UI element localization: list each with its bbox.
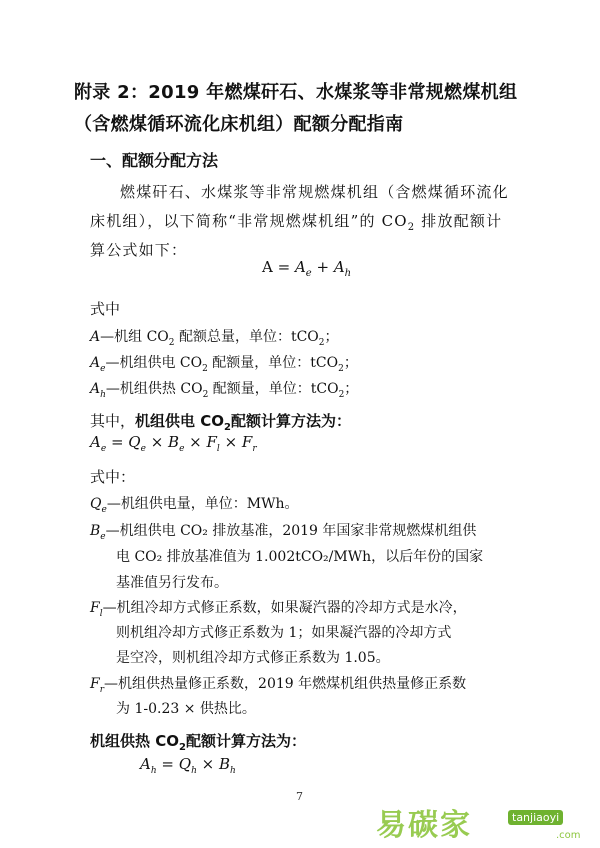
def-be-line-2: 电 CO₂ 排放基准值为 1.002tCO₂/MWh，以后年份的国家 — [116, 549, 484, 565]
def-be-line-1: $B_e—$机组供电 CO₂ 排放基准，2019 年国家非常规燃煤机组供 — [90, 523, 477, 542]
def-be-line-3: 基准值另行发布。 — [116, 575, 228, 591]
section-heading: 一、配额分配方法 — [90, 151, 219, 170]
page-number: 7 — [296, 790, 303, 803]
intro-line-1: 燃煤矸石、水煤浆等非常规燃煤机组（含燃煤循环流化 — [120, 183, 509, 201]
def-fl-line-3: 是空冷，则机组冷却方式修正系数为 1.05。 — [116, 650, 390, 666]
title-line-1: 附录 2：2019 年燃煤矸石、水煤浆等非常规燃煤机组 — [74, 82, 518, 103]
def-qe: $Q_e—$机组供电量，单位：MWh。 — [90, 496, 299, 515]
watermark-dotcom: .com — [556, 830, 581, 841]
heat-method-intro: 机组供热 $CO_2$配额计算方法为： — [90, 732, 306, 753]
formula-total: $A = A_e + A_h$ — [262, 258, 352, 279]
intro-line-2: 床机组），以下简称“非常规燃煤机组”的 $CO_2$ 排放配额计 — [90, 212, 503, 233]
def-fl-line-1: $F_l—$机组冷却方式修正系数，如果凝汽器的冷却方式是水冷， — [90, 600, 467, 619]
formula-supply: $A_e = Q_e \times B_e \times F_l \times F_r$ — [90, 433, 257, 454]
def-a: A—机组 $CO_2$ 配额总量，单位：tCO$_2$； — [90, 329, 339, 348]
formula-heat: $A_h = Q_h \times B_h$ — [140, 755, 236, 776]
defs-label-2: 式中： — [90, 468, 136, 486]
def-ah: $A_h—$机组供热 $CO_2$ 配额量，单位：tCO$_2$； — [90, 381, 359, 400]
def-ae: $A_e—$机组供电 $CO_2$ 配额量，单位：tCO$_2$； — [90, 355, 358, 374]
def-fl-line-2: 则机组冷却方式修正系数为 1；如果凝汽器的冷却方式 — [116, 625, 452, 641]
defs-label-1: 式中 — [90, 300, 121, 318]
watermark-logo: 易碳家 — [376, 808, 472, 843]
supply-method-intro: 其中，机组供电 $CO_2$配额计算方法为： — [90, 412, 351, 433]
def-fr-line-1: $F_r—$机组供热量修正系数，2019 年燃煤机组供热量修正系数 — [90, 676, 467, 695]
watermark-domain-box: tanjiaoyi — [508, 810, 563, 825]
title-line-2: （含燃煤循环流化床机组）配额分配指南 — [74, 114, 404, 135]
def-fr-line-2: 为 1-0.23 × 供热比。 — [116, 701, 256, 717]
intro-line-3: 算公式如下： — [90, 241, 188, 259]
